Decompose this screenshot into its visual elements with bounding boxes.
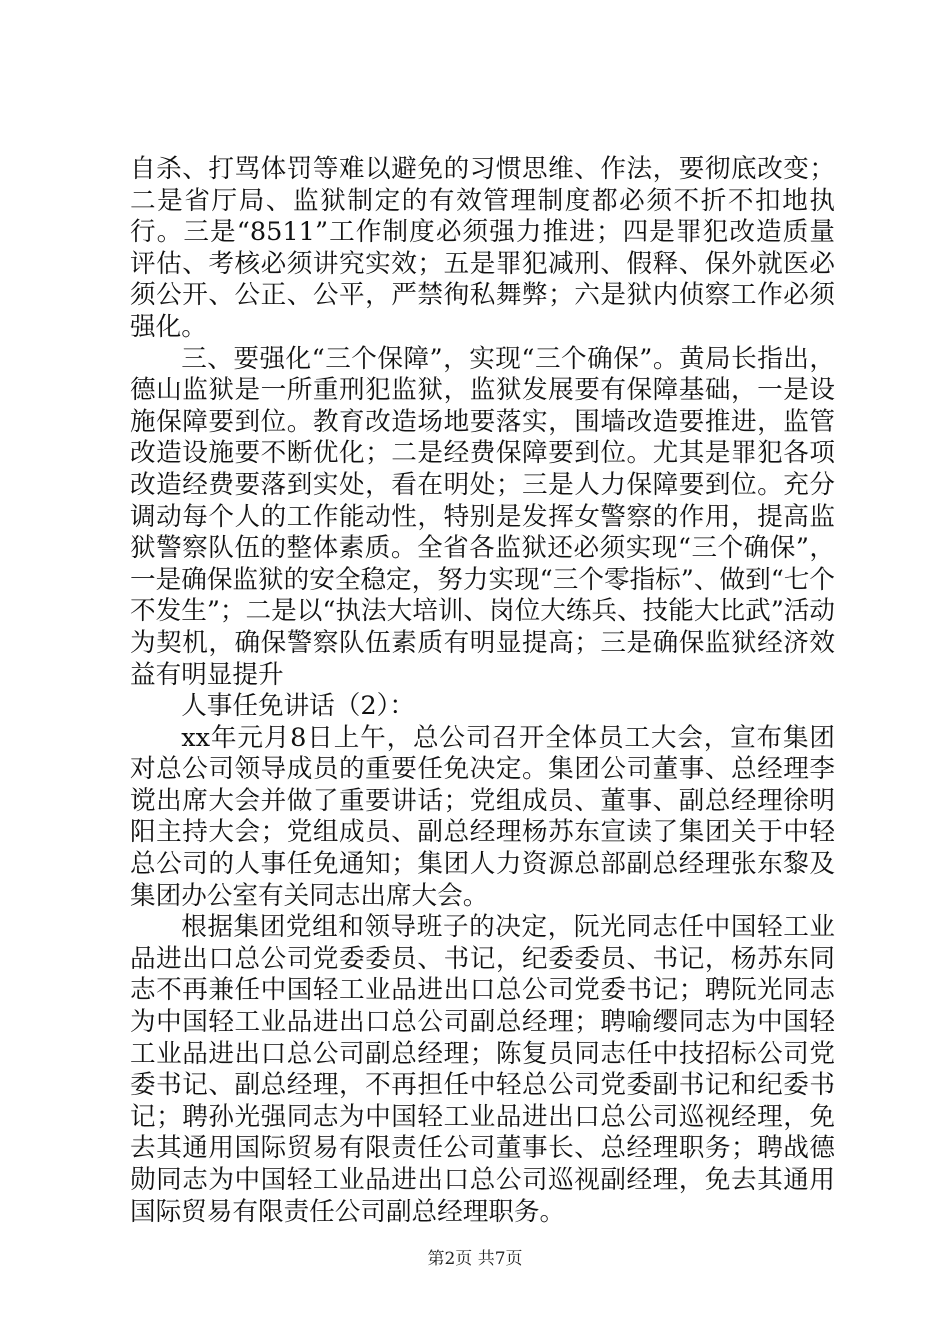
document-body: [130, 154, 835, 1228]
paragraph-meeting: xx年元月8日上午，总公司召开全体员工大会，宣布集团对总公司领导成员的重要任免决定。集团公司董事、总经理李谠出席大会并做了重要讲话；党组成员、董事、副总经理徐明阳主持大会；党组成员、副总经理杨苏东宣读了集团关于中轻总公司的人事任免通知；集团人力资源总部副总经理张东黎及集团办公室有关同志出席大会。: [130, 722, 835, 911]
paragraph-three-guarantees: 三、要强化“三个保障”，实现“三个确保”。黄局长指出，德山监狱是一所重刑犯监狱，监狱发展要有保障基础，一是设施保障要到位。教育改造场地要落实，围墙改造要推进，监管改造设施要不断优化；二是经费保障要到位。尤其是罪犯各项改造经费要落到实处，看在明处；三是人力保障要到位。充分调动每个人的工作能动性，特别是发挥女警察的作用，提高监狱警察队伍的整体素质。全省各监狱还必须实现“三个确保”，一是确保监狱的安全稳定，努力实现“三个零指标”、做到“七个不发生”；二是以“执法大培训、岗位大练兵、技能大比武”活动为契机，确保警察队伍素质有明显提高；三是确保监狱经济效益有明显提升: [130, 343, 835, 690]
section-heading: 人事任免讲话（2）：: [181, 691, 416, 722]
paragraph-appointments: 根据集团党组和领导班子的决定，阮光同志任中国轻工业品进出口总公司党委委员、书记，纪委委员、书记，杨苏东同志不再兼任中国轻工业品进出口总公司党委书记；聘阮光同志为中国轻工业品进出口总公司副总经理；聘喻缨同志为中国轻工业品进出口总公司副总经理；陈复员同志任中技招标公司党委书记、副总经理，不再担任中轻总公司党委副书记和纪委书记；聘孙光强同志为中国轻工业品进出口总公司巡视经理，免去其通用国际贸易有限责任公司董事长、总经理职务；聘战德勋同志为中国轻工业品进出口总公司巡视副经理，免去其通用国际贸易有限责任公司副总经理职务。: [130, 912, 835, 1227]
page-number: 第2页 共7页: [427, 1249, 523, 1269]
paragraph-continued: 自杀、打骂体罚等难以避免的习惯思维、作法，要彻底改变；二是省厅局、监狱制定的有效管理制度都必须不折不扣地执行。三是“8511”工作制度必须强力推进；四是罪犯改造质量评估、考核必须讲究实效；五是罪犯减刑、假释、保外就医必须公开、公正、公平，严禁徇私舞弊；六是狱内侦察工作必须强化。: [130, 154, 835, 342]
